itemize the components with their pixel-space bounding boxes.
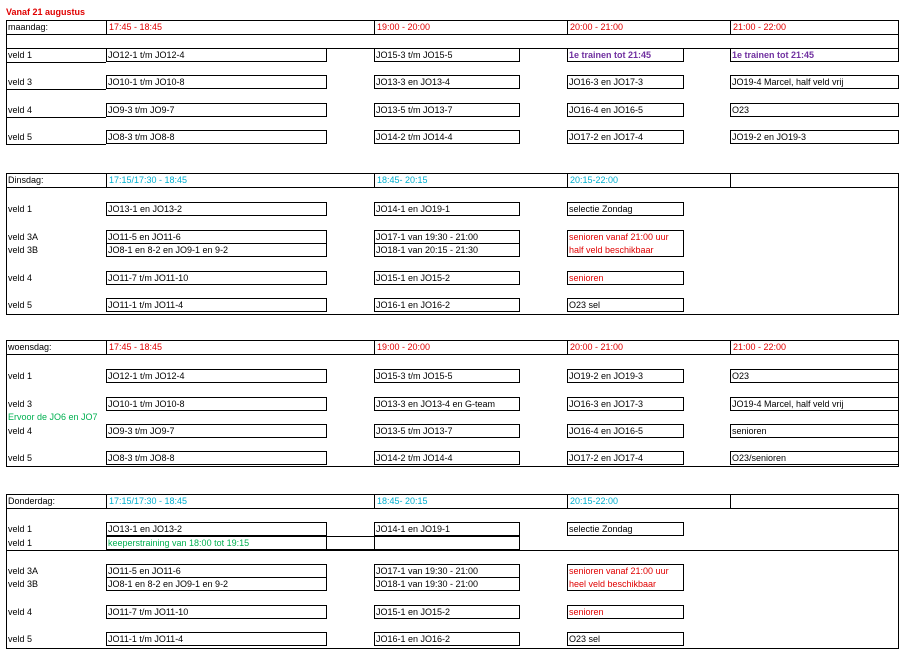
veld-label: veld 4 [8, 273, 33, 283]
cell: JO18-1 van 20:15 - 21:30 [376, 245, 479, 255]
cell: JO10-1 t/m JO10-8 [108, 399, 185, 409]
cell: O23 [732, 371, 750, 381]
cell: senioren vanaf 21:00 uur [569, 566, 669, 576]
veld-label: veld 5 [6, 131, 106, 145]
cell: O23/senioren [732, 453, 787, 463]
veld-label: veld 5 [8, 300, 33, 310]
cell: JO13-3 en JO13-4 [376, 77, 451, 87]
day-label: maandag: [8, 22, 49, 32]
cell: JO17-2 en JO17-4 [569, 132, 644, 142]
cell: JO11-1 t/m JO11-4 [108, 634, 184, 644]
cell: JO9-3 t/m JO9-7 [108, 105, 175, 115]
cell: JO14-1 en JO19-1 [376, 204, 451, 214]
cell: senioren [732, 426, 767, 436]
cell: JO12-1 t/m JO12-4 [108, 50, 185, 60]
slot-4: 21:00 - 22:00 [730, 341, 899, 355]
veld-label: veld 1 [8, 524, 33, 534]
slot-3: 20:15-22:00 [567, 495, 730, 509]
cell: JO8-1 en 8-2 en JO9-1 en 9-2 [108, 245, 229, 255]
cell: JO18-1 van 19:30 - 21:00 [376, 579, 479, 589]
cell: O23 sel [569, 300, 601, 310]
day-label: woensdag: [8, 342, 52, 352]
cell: JO8-3 t/m JO8-8 [108, 132, 175, 142]
slot-3: 20:15-22:00 [567, 174, 730, 188]
cell: JO16-1 en JO16-2 [376, 634, 451, 644]
veld-label: veld 1 [8, 538, 33, 548]
veld-label: veld 1 [6, 49, 106, 63]
veld-label: veld 4 [6, 104, 106, 118]
day-label: Dinsdag: [8, 175, 44, 185]
veld-label: veld 3B [8, 579, 39, 589]
cell: heel veld beschikbaar [569, 579, 657, 589]
slot-empty [730, 495, 899, 509]
cell: JO13-1 en JO13-2 [108, 524, 183, 534]
cell: JO16-4 en JO16-5 [569, 426, 644, 436]
cell: keeperstraining van 18:00 tot 19:15 [108, 538, 250, 548]
cell: JO17-2 en JO17-4 [569, 453, 644, 463]
cell: JO13-3 en JO13-4 en G-team [376, 399, 496, 409]
cell: O23 [732, 105, 750, 115]
cell: JO14-2 t/m JO14-4 [376, 453, 453, 463]
slot-1: 17:15/17:30 - 18:45 [106, 174, 374, 188]
slot-2: 18:45- 20:15 [374, 174, 567, 188]
cell: JO14-1 en JO19-1 [376, 524, 451, 534]
cell: JO13-5 t/m JO13-7 [376, 105, 453, 115]
slot-1: 17:45 - 18:45 [106, 21, 374, 35]
note: Ervoor de JO6 en JO7 [8, 412, 98, 422]
veld-label: veld 1 [8, 204, 33, 214]
cell: JO11-5 en JO11-6 [108, 566, 181, 576]
cell: senioren [569, 273, 604, 283]
cell: JO11-7 t/m JO11-10 [108, 607, 189, 617]
cell: JO9-3 t/m JO9-7 [108, 426, 175, 436]
cell: O23 sel [569, 634, 601, 644]
veld-label: veld 4 [8, 607, 33, 617]
cell: selectie Zondag [569, 204, 633, 214]
veld-label: veld 5 [8, 634, 33, 644]
cell: JO8-3 t/m JO8-8 [108, 453, 175, 463]
cell: JO15-1 en JO15-2 [376, 273, 451, 283]
slot-2: 18:45- 20:15 [374, 495, 567, 509]
cell: JO15-3 t/m JO15-5 [376, 50, 453, 60]
cell: JO16-1 en JO16-2 [376, 300, 451, 310]
slot-1: 17:45 - 18:45 [106, 341, 374, 355]
slot-4: 21:00 - 22:00 [730, 21, 899, 35]
cell: JO10-1 t/m JO10-8 [108, 77, 185, 87]
page-title: Vanaf 21 augustus [6, 7, 86, 17]
cell: JO12-1 t/m JO12-4 [108, 371, 185, 381]
cell: 1e trainen tot 21:45 [569, 50, 652, 60]
veld-label: veld 5 [8, 453, 33, 463]
veld-label: veld 3 [6, 76, 106, 90]
cell: half veld beschikbaar [569, 245, 654, 255]
cell: JO16-4 en JO16-5 [569, 105, 644, 115]
cell: JO19-2 en JO19-3 [732, 132, 807, 142]
veld-label: veld 1 [8, 371, 33, 381]
cell: JO19-2 en JO19-3 [569, 371, 644, 381]
cell: JO13-1 en JO13-2 [108, 204, 183, 214]
slot-empty [730, 174, 899, 188]
slot-3: 20:00 - 21:00 [567, 341, 730, 355]
cell: JO15-3 t/m JO15-5 [376, 371, 453, 381]
day-label: Donderdag: [8, 496, 56, 506]
veld-label: veld 3A [8, 232, 39, 242]
cell: JO16-3 en JO17-3 [569, 399, 644, 409]
cell: JO8-1 en 8-2 en JO9-1 en 9-2 [108, 579, 229, 589]
cell: JO19-4 Marcel, half veld vrij [732, 77, 844, 87]
cell: JO13-5 t/m JO13-7 [376, 426, 453, 436]
slot-2: 19:00 - 20:00 [374, 21, 567, 35]
slot-2: 19:00 - 20:00 [374, 341, 567, 355]
veld-label: veld 3 [8, 399, 33, 409]
cell: senioren vanaf 21:00 uur [569, 232, 669, 242]
cell: selectie Zondag [569, 524, 633, 534]
veld-label: veld 3B [8, 245, 39, 255]
cell: JO17-1 van 19:30 - 21:00 [376, 232, 479, 242]
cell: JO14-2 t/m JO14-4 [376, 132, 453, 142]
veld-label: veld 4 [8, 426, 33, 436]
cell: JO11-5 en JO11-6 [108, 232, 181, 242]
cell: senioren [569, 607, 604, 617]
cell: JO19-4 Marcel, half veld vrij [732, 399, 844, 409]
cell: JO15-1 en JO15-2 [376, 607, 451, 617]
cell: JO17-1 van 19:30 - 21:00 [376, 566, 479, 576]
cell: JO11-1 t/m JO11-4 [108, 300, 184, 310]
slot-3: 20:00 - 21:00 [567, 21, 730, 35]
cell: 1e trainen tot 21:45 [732, 50, 815, 60]
cell: JO16-3 en JO17-3 [569, 77, 644, 87]
slot-1: 17:15/17:30 - 18:45 [106, 495, 374, 509]
veld-label: veld 3A [8, 566, 39, 576]
cell: JO11-7 t/m JO11-10 [108, 273, 189, 283]
